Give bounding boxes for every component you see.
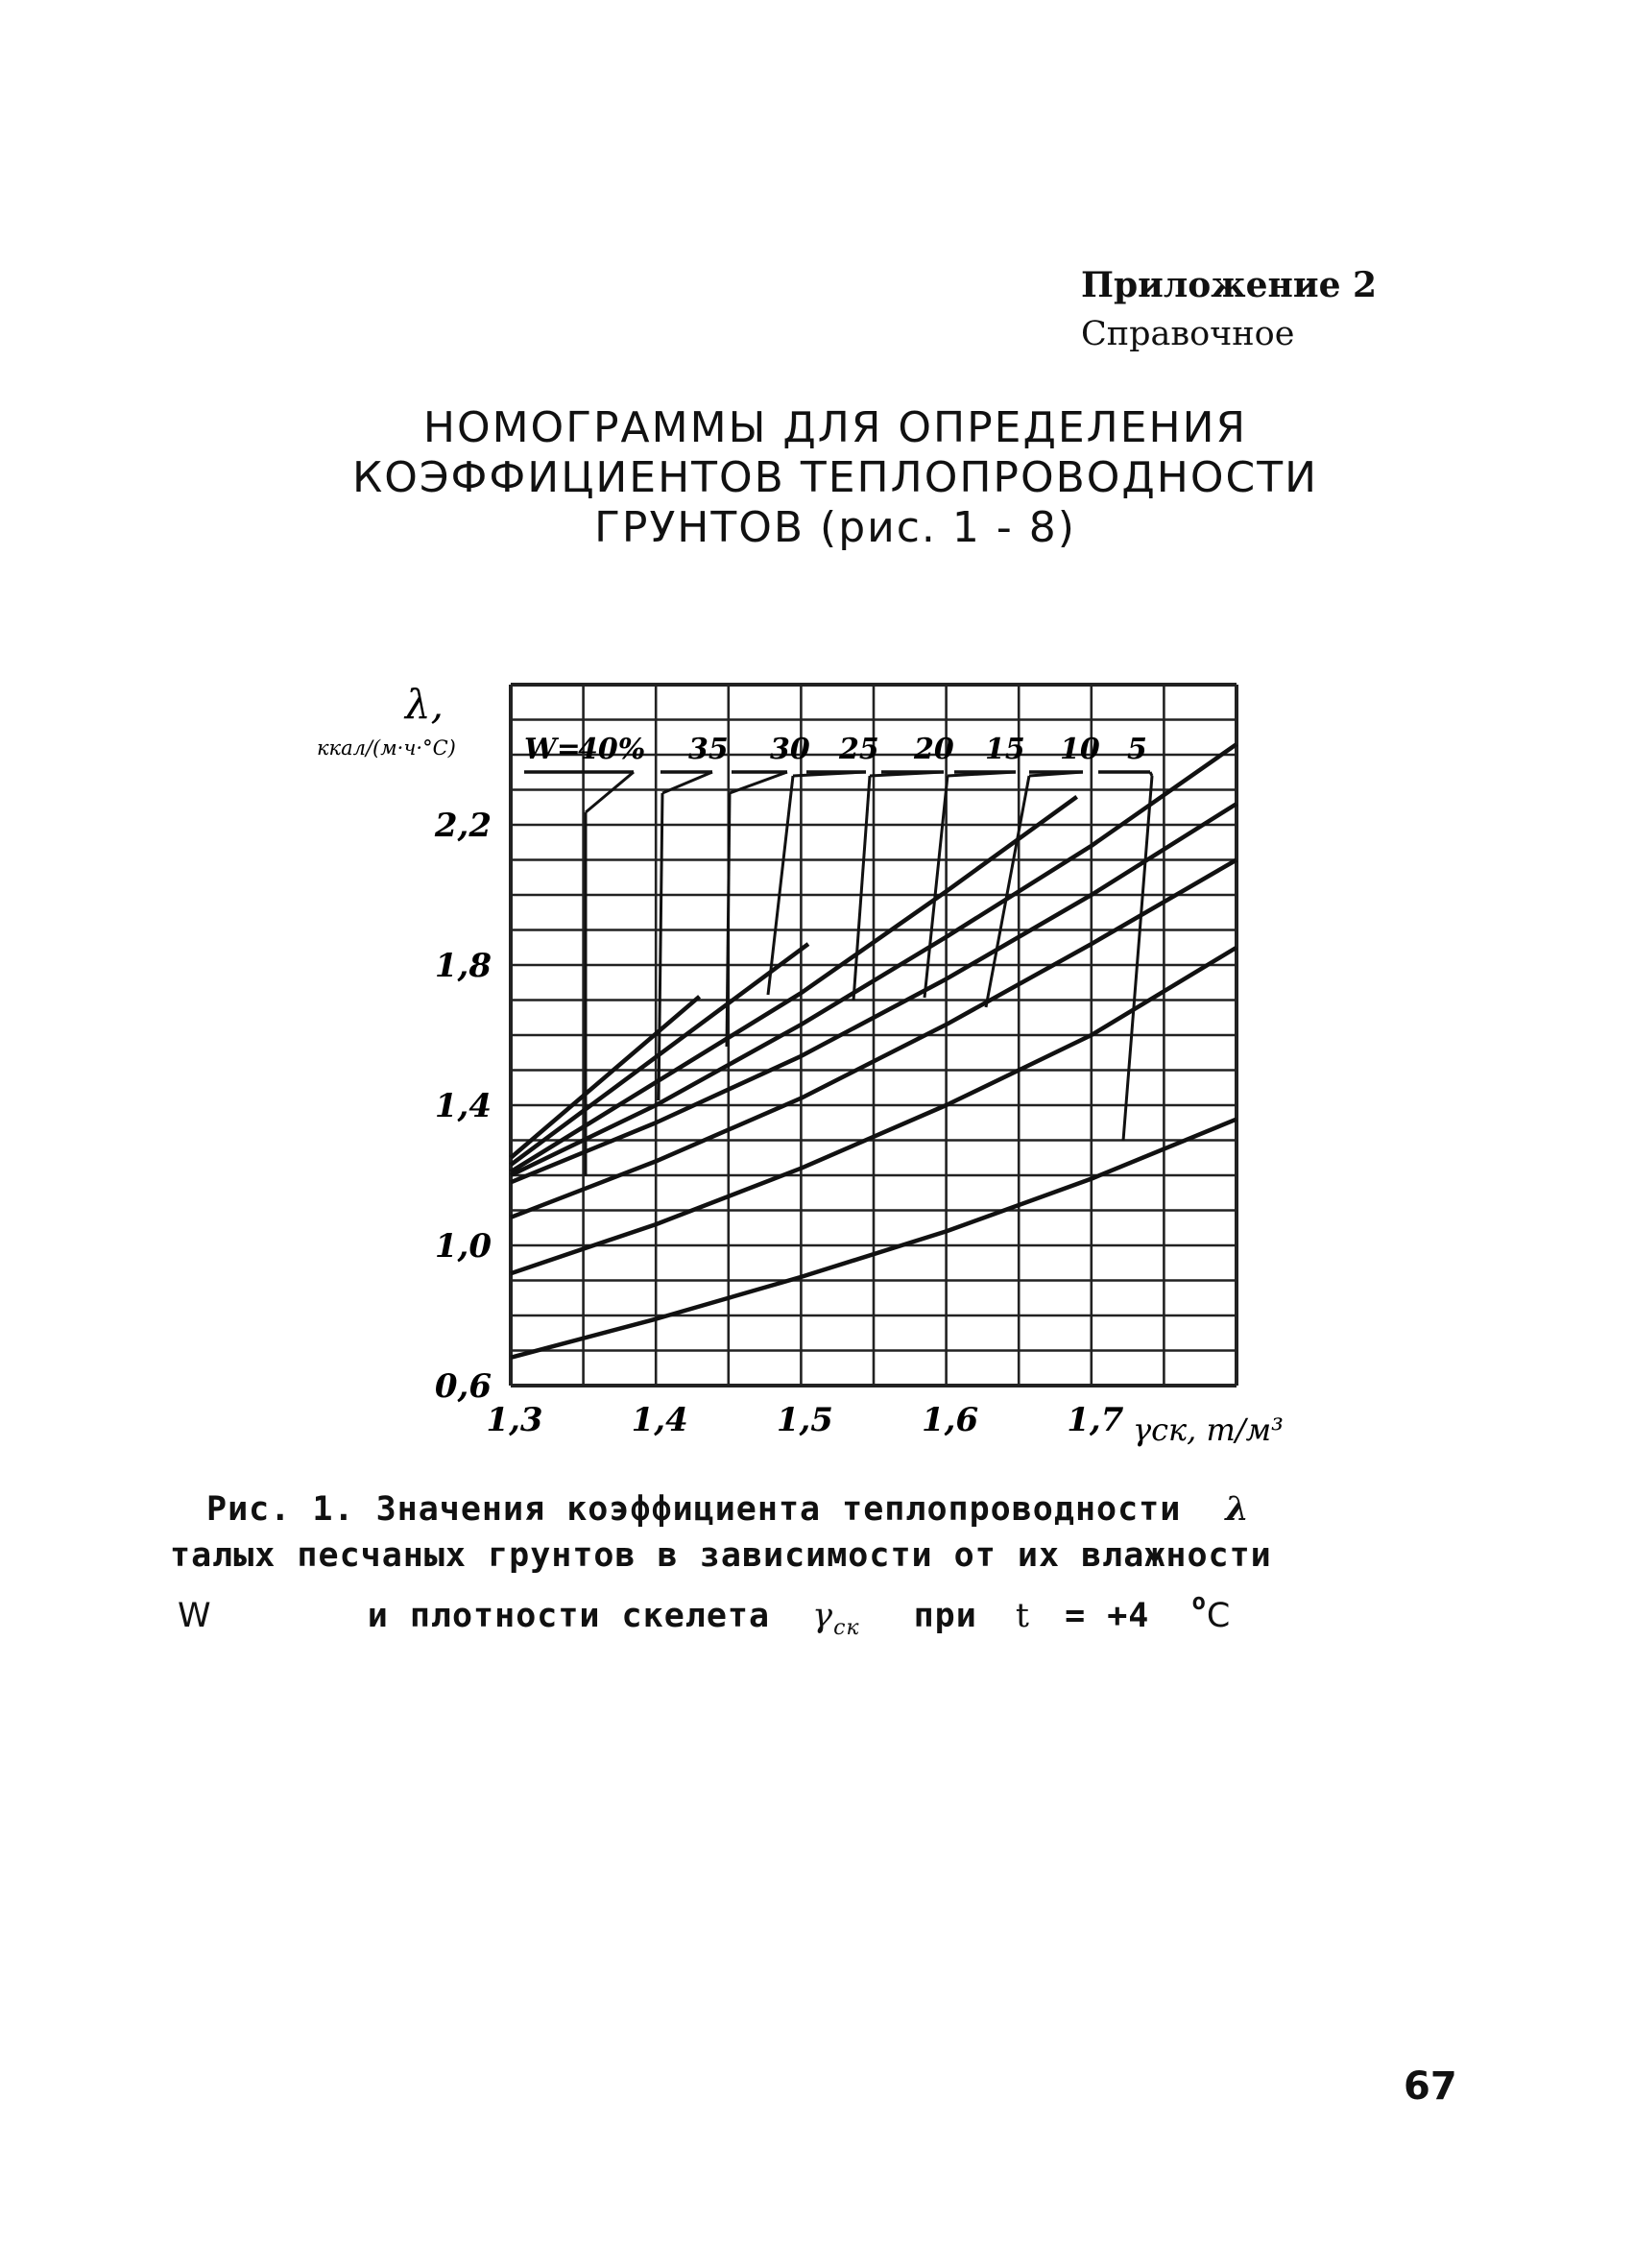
caption-gamma-sub: ск bbox=[833, 1616, 860, 1640]
reference-label: Справочное bbox=[1081, 315, 1295, 353]
y-axis-unit: ккал/(м·ч·°С) bbox=[317, 736, 456, 760]
series-line-1 bbox=[511, 997, 700, 1158]
legend-label-2: 35 bbox=[688, 733, 729, 766]
title-line-3: ГРУНТОВ (рис. 1 - 8) bbox=[594, 503, 1076, 552]
legend-label-1: 40% bbox=[578, 733, 646, 766]
title-line-2: КОЭФФИЦИЕНТОВ ТЕПЛОПРОВОДНОСТИ bbox=[351, 453, 1319, 502]
x-tick-label: 1,5 bbox=[776, 1401, 833, 1439]
caption-gamma bbox=[812, 1597, 860, 1640]
caption-t: t bbox=[1015, 1597, 1030, 1635]
legend-prefix: W= bbox=[524, 733, 581, 766]
legend-leader-5 bbox=[853, 776, 870, 1001]
y-tick-label: 0,6 bbox=[434, 1367, 492, 1406]
x-axis-label: γск, т/м³ bbox=[1133, 1411, 1284, 1448]
legend-leaders bbox=[524, 772, 1152, 1176]
legend-label-6: 15 bbox=[985, 733, 1025, 766]
legend-label-3: 30 bbox=[770, 733, 810, 766]
caption-line-3-b: при bbox=[913, 1597, 977, 1635]
chart-grid bbox=[511, 685, 1237, 1386]
legend-label-8: 5 bbox=[1127, 733, 1147, 766]
legend-leader-top-4 bbox=[793, 772, 866, 776]
caption-line-3 bbox=[178, 1579, 1454, 1652]
legend-leader-8 bbox=[1123, 776, 1152, 1141]
caption-line-1-text: Рис. 1. Значения коэффициента теплопроводности bbox=[206, 1490, 1182, 1529]
caption-line-3-c: = +4 bbox=[1065, 1597, 1150, 1635]
x-tick-label: 1,3 bbox=[486, 1401, 543, 1439]
appendix-label: Приложение 2 bbox=[1081, 265, 1378, 305]
y-axis-label: λ, bbox=[405, 681, 444, 728]
legend-leader-7 bbox=[986, 776, 1029, 1007]
caption-gamma-symbol: γ bbox=[812, 1597, 834, 1635]
x-tick-label: 1,6 bbox=[922, 1401, 979, 1439]
title-line-1: НОМОГРАММЫ ДЛЯ ОПРЕДЕЛЕНИЯ bbox=[422, 403, 1248, 452]
caption-line-2: талых песчаных грунтов в зависимости от их влажности bbox=[170, 1536, 1272, 1575]
page-number: 67 bbox=[1404, 2064, 1457, 2109]
chart-legend bbox=[524, 733, 1147, 766]
legend-leader-top-8 bbox=[1150, 772, 1152, 776]
y-tick-label: 1,8 bbox=[434, 947, 492, 985]
series-line-3 bbox=[511, 797, 1077, 1172]
figure-caption bbox=[170, 1486, 1454, 1652]
caption-unit: C bbox=[1206, 1597, 1232, 1635]
caption-w: W bbox=[178, 1597, 212, 1635]
legend-label-4: 25 bbox=[839, 733, 879, 766]
caption-line-1 bbox=[206, 1486, 1454, 1532]
y-tick-label: 2,2 bbox=[434, 807, 492, 845]
x-tick-label: 1,4 bbox=[631, 1401, 688, 1439]
x-tick-label: 1,7 bbox=[1067, 1401, 1124, 1439]
caption-degree: o bbox=[1191, 1588, 1207, 1615]
caption-lambda: λ bbox=[1225, 1489, 1250, 1529]
legend-leader-top-5 bbox=[870, 772, 944, 776]
legend-leader-top-1 bbox=[586, 772, 634, 812]
legend-label-7: 10 bbox=[1060, 733, 1100, 766]
caption-line-3-a: и плотности скелета bbox=[367, 1597, 771, 1635]
y-tick-label: 1,0 bbox=[434, 1227, 492, 1266]
y-tick-label: 1,4 bbox=[434, 1087, 492, 1125]
legend-label-5: 20 bbox=[914, 733, 954, 766]
